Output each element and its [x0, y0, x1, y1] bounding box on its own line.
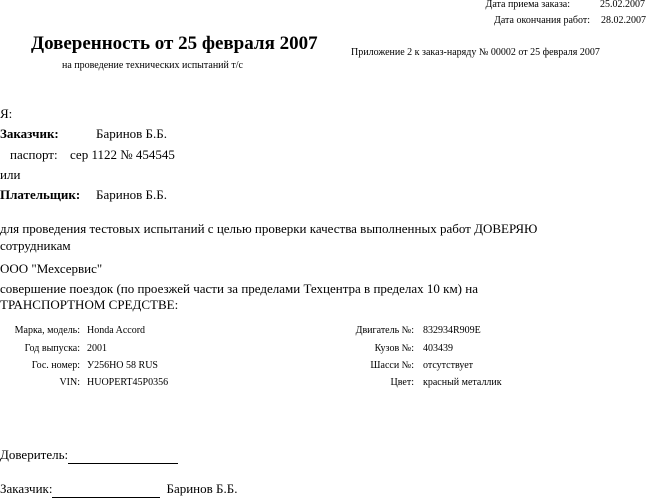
trip-line-2: ТРАНСПОРТНОМ СРЕДСТВЕ:	[0, 297, 179, 312]
end-date-label: Дата окончания работ:	[494, 15, 590, 26]
order-date-value: 25.02.2007	[600, 0, 645, 10]
vehicle-color-label: Цвет:	[390, 377, 414, 388]
page-subtitle: на проведение технических испытаний т/с	[62, 60, 243, 71]
customer-label: Заказчик:	[0, 126, 59, 141]
vehicle-model-value: Honda Accord	[87, 325, 146, 336]
page-title: Доверенность от 25 февраля 2007	[31, 33, 318, 54]
customer-name: Баринов Б.Б.	[96, 126, 167, 141]
company-name: ООО "Мехсервис"	[0, 261, 103, 276]
trustee-signature-line	[68, 447, 178, 464]
vehicle-model-label: Марка, модель:	[14, 325, 80, 336]
end-date-value: 28.02.2007	[601, 15, 646, 26]
vehicle-engine-value: 832934R909E	[423, 325, 481, 336]
passport-value: сер 1122 № 454545	[70, 147, 175, 162]
payer-label: Плательщик:	[0, 187, 81, 202]
appendix-note: Приложение 2 к заказ-наряду № 00002 от 25 февраля 2007	[351, 47, 600, 58]
vehicle-body-value: 403439	[423, 343, 453, 354]
vehicle-year-label: Год выпуска:	[24, 343, 80, 354]
customer-signature-row	[0, 481, 237, 498]
order-date-label: Дата приема заказа:	[485, 0, 570, 10]
vehicle-vin-label: VIN:	[59, 377, 80, 388]
trustee-signature-row	[0, 447, 178, 464]
purpose-line-2: сотрудникам	[0, 238, 71, 253]
vehicle-year-value: 2001	[87, 343, 107, 354]
or-text: или	[0, 167, 21, 182]
vehicle-color-value: красный металлик	[423, 377, 502, 388]
trustee-label: Доверитель:	[0, 447, 69, 462]
ya-label: Я:	[0, 106, 13, 121]
purpose-line-1: для проведения тестовых испытаний с целью проверки качества выполненных работ ДОВЕРЯЮ	[0, 221, 538, 236]
vehicle-plate-value: У256НО 58 RUS	[87, 360, 158, 371]
vehicle-chassis-value: отсутствует	[423, 360, 474, 371]
vehicle-body-label: Кузов №:	[374, 343, 414, 354]
vehicle-plate-label: Гос. номер:	[31, 360, 80, 371]
trip-line-1: совершение поездок (по проезжей части за пределами Техцентра в пределах 10 км) на	[0, 281, 478, 296]
passport-label: паспорт:	[10, 147, 58, 162]
customer-signature-label: Заказчик:	[0, 481, 53, 496]
payer-name: Баринов Б.Б.	[96, 187, 167, 202]
vehicle-vin-value: HUOPERT45P0356	[87, 377, 169, 388]
vehicle-chassis-label: Шасси №:	[370, 360, 414, 371]
customer-signature-name: Баринов Б.Б.	[166, 481, 238, 496]
vehicle-engine-label: Двигатель №:	[355, 325, 414, 336]
customer-signature-line	[52, 481, 160, 498]
